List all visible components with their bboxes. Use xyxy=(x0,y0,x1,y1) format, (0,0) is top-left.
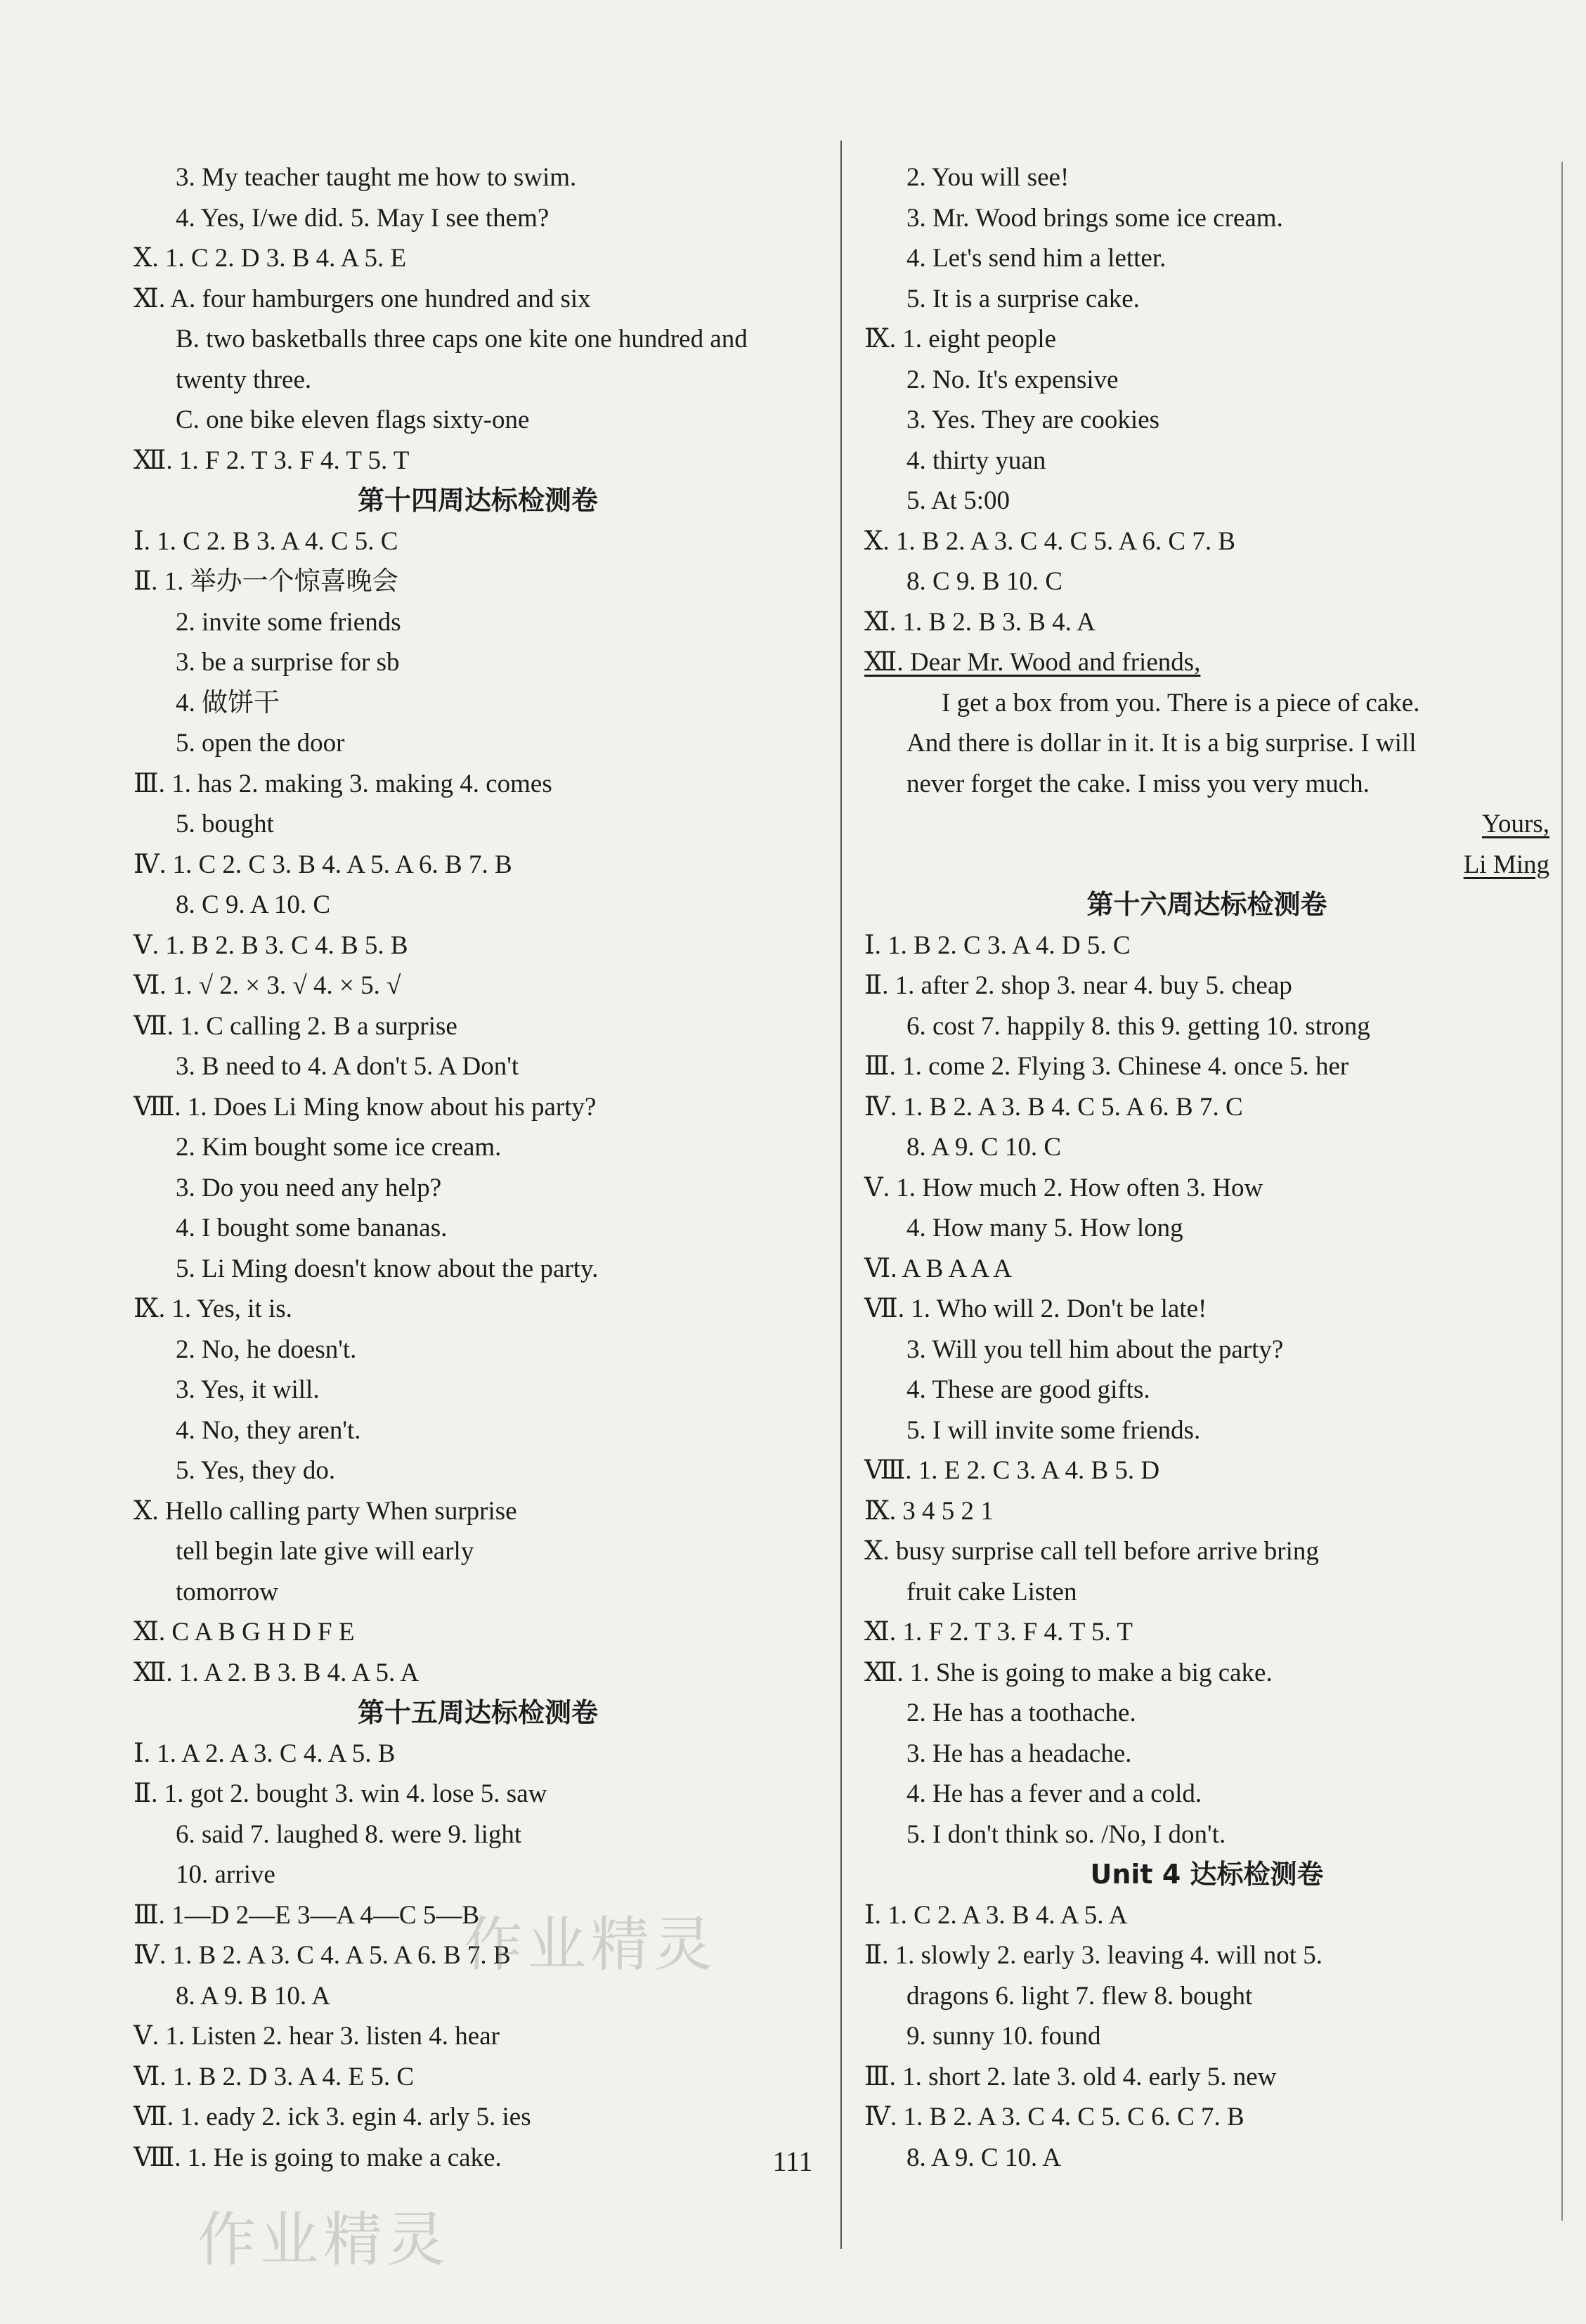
right-column xyxy=(864,157,1549,2178)
answer-line: tomorrow xyxy=(176,1577,278,1606)
answer-line: 2. Kim bought some ice cream. xyxy=(176,1133,502,1162)
answer-line: 4. How many 5. How long xyxy=(906,1214,1183,1242)
answer-line: Ⅳ. 1. C 2. C 3. B 4. A 5. A 6. B 7. B xyxy=(134,850,512,879)
answer-line xyxy=(864,845,1549,885)
answer-line: 8. A 9. B 10. A xyxy=(176,1981,330,2011)
answer-line: Ⅲ. 1. come 2. Flying 3. Chinese 4. once 5. her xyxy=(864,1052,1349,1081)
answer-line: Ⅲ. 1. has 2. making 3. making 4. comes xyxy=(134,769,552,798)
answer-line: 4. I bought some bananas. xyxy=(176,1214,448,1242)
answer-line: 8. C 9. B 10. C xyxy=(906,567,1063,596)
answer-line: Ⅵ. A B A A A xyxy=(864,1254,1012,1283)
answer-line: 3. Will you tell him about the party? xyxy=(906,1335,1284,1364)
answer-line: 4. These are good gifts. xyxy=(906,1375,1150,1404)
section-heading: 第十六周达标检测卷 xyxy=(1086,889,1327,920)
answer-line: 2. You will see! xyxy=(906,163,1070,192)
answer-line: Ⅹ. Hello calling party When surprise xyxy=(134,1496,517,1526)
answer-line: I get a box from you. There is a piece of cake. xyxy=(942,688,1420,718)
underlined-text: Li Ming xyxy=(1463,850,1549,879)
answer-line: Ⅷ. 1. He is going to make a cake. xyxy=(134,2143,502,2172)
answer-line: Ⅺ. C A B G H D F E xyxy=(134,1618,355,1647)
answer-line: Ⅰ. 1. A 2. A 3. C 4. A 5. B xyxy=(134,1739,396,1768)
answer-line: Ⅹ. busy surprise call tell before arrive bring xyxy=(864,1537,1319,1566)
watermark-stamp: 作业精灵 xyxy=(197,2205,450,2274)
answer-line: Ⅻ. 1. F 2. T 3. F 4. T 5. T xyxy=(134,446,410,475)
answer-line: Ⅱ. 1. slowly 2. early 3. leaving 4. will not 5. xyxy=(864,1941,1323,1970)
answer-line xyxy=(864,642,1549,683)
answer-line: Ⅻ. 1. A 2. B 3. B 4. A 5. A xyxy=(134,1658,420,1687)
answer-line: 2. invite some friends xyxy=(176,607,401,637)
answer-line: 8. A 9. C 10. A xyxy=(906,2143,1061,2172)
answer-line: 3. be a surprise for sb xyxy=(176,648,400,677)
answer-line: C. one bike eleven flags sixty-one xyxy=(176,405,530,434)
section-heading: Unit 4 达标检测卷 xyxy=(1090,1859,1324,1890)
answer-line: 8. A 9. C 10. C xyxy=(906,1133,1061,1162)
answer-line: 5. Li Ming doesn't know about the party. xyxy=(176,1254,599,1283)
answer-line: Ⅺ. A. four hamburgers one hundred and six xyxy=(134,284,591,313)
answer-line: 3. My teacher taught me how to swim. xyxy=(176,163,577,192)
answer-line: 3. Yes. They are cookies xyxy=(906,405,1160,434)
answer-line: fruit cake Listen xyxy=(906,1577,1077,1606)
answer-line: Ⅵ. 1. √ 2. × 3. √ 4. × 5. √ xyxy=(134,971,401,1000)
answer-line: 5. At 5:00 xyxy=(906,486,1010,515)
answer-line: Ⅺ. 1. B 2. B 3. B 4. A xyxy=(864,607,1096,637)
answer-line: 4. No, they aren't. xyxy=(176,1415,361,1445)
section-heading: 第十四周达标检测卷 xyxy=(357,485,598,516)
answer-line: 4. thirty yuan xyxy=(906,446,1046,475)
answer-line: Ⅱ. 1. 举办一个惊喜晚会 xyxy=(134,567,398,596)
answer-line: Ⅴ. 1. B 2. B 3. C 4. B 5. B xyxy=(134,930,408,960)
answer-line: 4. Let's send him a letter. xyxy=(906,244,1166,273)
answer-line: Ⅲ. 1. short 2. late 3. old 4. early 5. new xyxy=(864,2062,1277,2091)
answer-line: Ⅸ. 3 4 5 2 1 xyxy=(864,1496,994,1526)
answer-line: 3. Yes, it will. xyxy=(176,1375,320,1404)
answer-line: Ⅺ. 1. F 2. T 3. F 4. T 5. T xyxy=(864,1618,1133,1647)
answer-line: 2. He has a toothache. xyxy=(906,1699,1136,1727)
answer-line: Ⅵ. 1. B 2. D 3. A 4. E 5. C xyxy=(134,2062,415,2091)
answer-line: 5. Yes, they do. xyxy=(176,1456,336,1485)
answer-line: 4. He has a fever and a cold. xyxy=(906,1779,1202,1808)
answer-line: Ⅹ. 1. C 2. D 3. B 4. A 5. E xyxy=(134,244,407,273)
answer-line: Ⅳ. 1. B 2. A 3. C 4. C 5. C 6. C 7. B xyxy=(864,2103,1244,2131)
answer-line: Ⅱ. 1. after 2. shop 3. near 4. buy 5. cheap xyxy=(864,971,1292,1000)
answer-line: 10. arrive xyxy=(176,1860,275,1889)
answer-line: 9. sunny 10. found xyxy=(906,2022,1101,2051)
answer-line: Ⅴ. 1. Listen 2. hear 3. listen 4. hear xyxy=(134,2022,500,2051)
answer-line: never forget the cake. I miss you very much. xyxy=(906,769,1370,798)
page-edge-line xyxy=(1561,162,1563,2221)
answer-line: 3. Do you need any help? xyxy=(176,1173,442,1202)
answer-line: B. two basketballs three caps one kite one hundred and xyxy=(176,325,748,353)
answer-line: 3. B need to 4. A don't 5. A Don't xyxy=(176,1052,519,1081)
answer-line: 5. It is a surprise cake. xyxy=(906,284,1140,313)
answer-line: Ⅴ. 1. How much 2. How often 3. How xyxy=(864,1173,1263,1202)
answer-line: Ⅷ. 1. Does Li Ming know about his party? xyxy=(134,1092,597,1122)
answer-line: Ⅶ. 1. Who will 2. Don't be late! xyxy=(864,1294,1207,1323)
answer-line: Ⅹ. 1. B 2. A 3. C 4. C 5. A 6. C 7. B xyxy=(864,526,1236,556)
left-column xyxy=(134,157,822,2178)
answer-line: Ⅳ. 1. B 2. A 3. C 4. A 5. A 6. B 7. B xyxy=(134,1941,511,1970)
answer-line: Ⅸ. 1. Yes, it is. xyxy=(134,1294,292,1323)
watermark-stamp: 作业精灵 xyxy=(464,1910,717,1979)
column-divider xyxy=(840,141,842,2249)
answer-line: Ⅶ. 1. eady 2. ick 3. egin 4. arly 5. ies xyxy=(134,2103,531,2131)
page-number: 111 xyxy=(772,2146,813,2177)
section-heading: 第十五周达标检测卷 xyxy=(357,1697,598,1728)
answer-line: 5. I will invite some friends. xyxy=(906,1415,1201,1445)
answer-line xyxy=(864,804,1549,845)
answer-line: 2. No, he doesn't. xyxy=(176,1335,357,1364)
answer-line: 5. open the door xyxy=(176,729,345,758)
answer-line: Ⅱ. 1. got 2. bought 3. win 4. lose 5. saw xyxy=(134,1779,547,1808)
underlined-text: Yours, xyxy=(1482,810,1549,838)
answer-line: 3. He has a headache. xyxy=(906,1739,1132,1768)
answer-line: 3. Mr. Wood brings some ice cream. xyxy=(906,203,1283,233)
answer-line: 2. No. It's expensive xyxy=(906,365,1119,394)
underlined-text: Ⅻ. Dear Mr. Wood and friends, xyxy=(864,648,1201,677)
answer-line: 4. 做饼干 xyxy=(176,688,280,718)
answer-line: 6. cost 7. happily 8. this 9. getting 10. strong xyxy=(906,1011,1370,1041)
answer-line: Ⅸ. 1. eight people xyxy=(864,325,1057,353)
answer-line: 5. bought xyxy=(176,810,274,838)
answer-line: 6. said 7. laughed 8. were 9. light xyxy=(176,1819,522,1849)
answer-line: tell begin late give will early xyxy=(176,1537,474,1566)
answer-line: Ⅰ. 1. C 2. B 3. A 4. C 5. C xyxy=(134,526,398,556)
answer-line: Ⅳ. 1. B 2. A 3. B 4. C 5. A 6. B 7. C xyxy=(864,1092,1243,1122)
answer-line: And there is dollar in it. It is a big surprise. I will xyxy=(906,729,1417,758)
answer-line: Ⅶ. 1. C calling 2. B a surprise xyxy=(134,1011,457,1041)
answer-line: 4. Yes, I/we did. 5. May I see them? xyxy=(176,203,550,233)
answer-line: 8. C 9. A 10. C xyxy=(176,890,330,919)
answer-line: twenty three. xyxy=(176,365,312,394)
answer-line: Ⅷ. 1. E 2. C 3. A 4. B 5. D xyxy=(864,1456,1160,1485)
answer-line: Ⅰ. 1. C 2. A 3. B 4. A 5. A xyxy=(864,1900,1128,1930)
answer-line: 5. I don't think so. /No, I don't. xyxy=(906,1819,1226,1849)
answer-line: dragons 6. light 7. flew 8. bought xyxy=(906,1981,1253,2011)
answer-line: Ⅰ. 1. B 2. C 3. A 4. D 5. C xyxy=(864,930,1131,960)
answer-line: Ⅻ. 1. She is going to make a big cake. xyxy=(864,1658,1273,1687)
answer-line: Ⅲ. 1—D 2—E 3—A 4—C 5—B xyxy=(134,1900,480,1930)
